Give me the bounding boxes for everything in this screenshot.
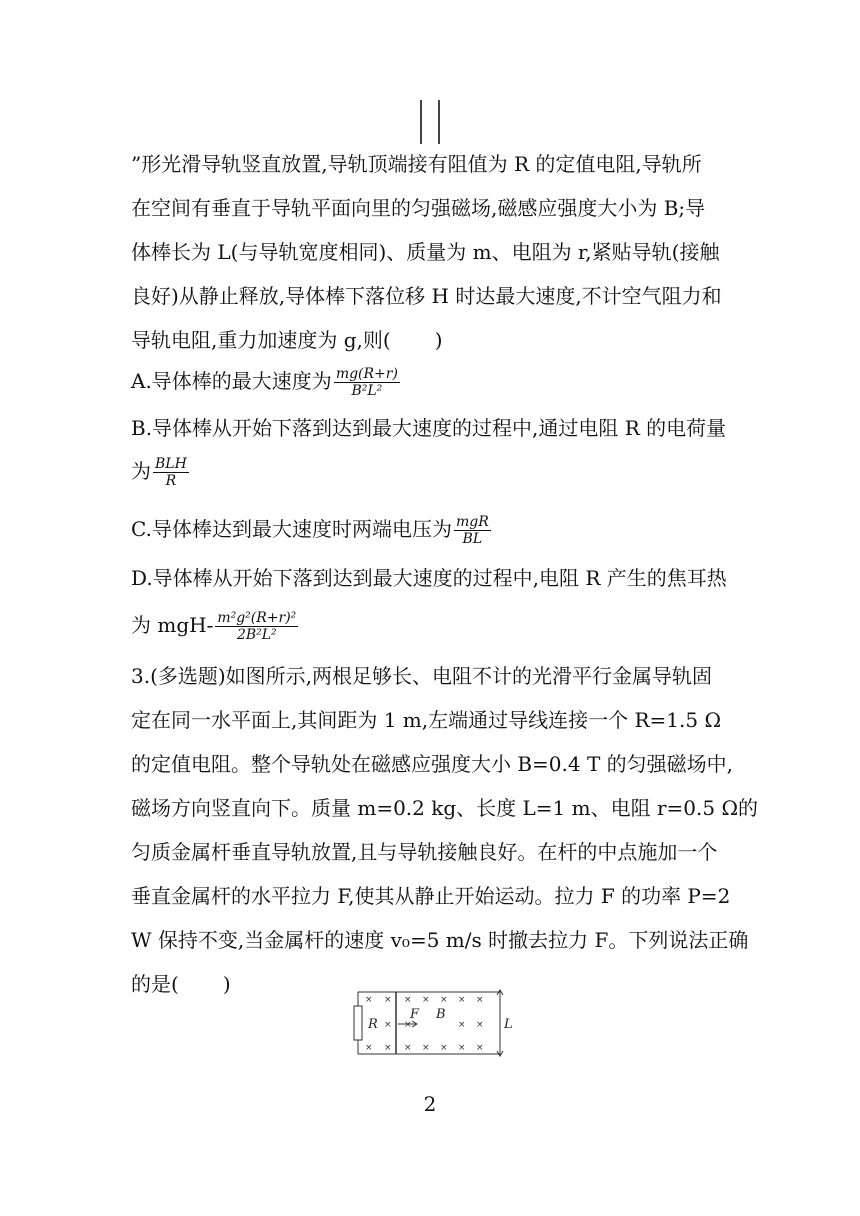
- q3-line-6: 垂直金属杆的水平拉力 F,使其从静止开始运动。拉力 F 的功率 P=2: [131, 884, 731, 908]
- q2-line-5-text: 导轨电阻,重力加速度为 g,则(: [131, 328, 391, 352]
- svg-text:×: ×: [476, 1043, 484, 1053]
- label-L: L: [504, 1017, 513, 1032]
- option-c-denominator: BL: [462, 531, 483, 547]
- option-d-line-2: [131, 610, 300, 643]
- option-d-numerator: m²g²(R+r)²: [217, 610, 297, 626]
- svg-text:×: ×: [422, 1043, 430, 1053]
- header-rule-marks: [418, 100, 442, 144]
- page-number: 2: [423, 1092, 437, 1116]
- option-a-text: A.导体棒的最大速度为: [131, 369, 332, 393]
- label-F: F: [410, 1007, 420, 1022]
- q2-line-2: 在空间有垂直于导轨平面向里的匀强磁场,磁感应强度大小为 B;导: [131, 196, 706, 220]
- svg-text:×: ×: [384, 1043, 392, 1053]
- resistor: [354, 1006, 362, 1040]
- svg-text:×: ×: [404, 1020, 412, 1030]
- svg-text:×: ×: [440, 1043, 448, 1053]
- q3-line-3: 的定值电阻。整个导轨处在磁感应强度大小 B=0.4 T 的匀强磁场中,: [131, 752, 734, 776]
- q3-close-paren: ): [222, 972, 231, 996]
- q2-line-1: ”形光滑导轨竖直放置,导轨顶端接有阻值为 R 的定值电阻,导轨所: [131, 152, 702, 176]
- option-a-numerator: mg(R+r): [335, 366, 398, 382]
- q3-line-2: 定在同一水平面上,其间距为 1 m,左端通过导线连接一个 R=1.5 Ω: [131, 708, 722, 732]
- svg-text:×: ×: [422, 995, 430, 1005]
- q3-line-8-text: 的是(: [131, 972, 179, 996]
- q3-line-1: 3.(多选题)如图所示,两根足够长、电阻不计的光滑平行金属导轨固: [131, 664, 713, 688]
- svg-text:×: ×: [384, 995, 392, 1005]
- q2-close-paren: ): [434, 328, 443, 352]
- option-d-text2: 为 mgH-: [131, 613, 214, 637]
- q2-line-5: [131, 326, 443, 354]
- option-c: [131, 514, 493, 547]
- svg-text:×: ×: [458, 1020, 466, 1030]
- option-b-line-2: [131, 456, 191, 489]
- option-a: [131, 366, 402, 399]
- q3-line-7: W 保持不变,当金属杆的速度 v₀=5 m/s 时撤去拉力 F。下列说法正确: [131, 928, 749, 952]
- svg-text:×: ×: [458, 995, 466, 1005]
- svg-text:×: ×: [365, 995, 373, 1005]
- q3-line-5: 匀质金属杆垂直导轨放置,且与导轨接触良好。在杆的中点施加一个: [131, 840, 718, 864]
- svg-text:×: ×: [476, 995, 484, 1005]
- option-a-fraction: [334, 366, 400, 399]
- option-b-fraction: [153, 456, 189, 489]
- option-b-numerator: BLH: [155, 456, 187, 472]
- svg-text:×: ×: [440, 995, 448, 1005]
- option-a-denominator: B²L²: [351, 383, 383, 399]
- svg-text:×: ×: [365, 1043, 373, 1053]
- svg-text:×: ×: [404, 1043, 412, 1053]
- svg-text:×: ×: [458, 1043, 466, 1053]
- svg-text:×: ×: [384, 1020, 392, 1030]
- option-c-text: C.导体棒达到最大速度时两端电压为: [131, 517, 452, 541]
- option-c-fraction: [454, 514, 491, 547]
- option-d-fraction: [215, 610, 298, 643]
- label-B: B: [436, 1007, 446, 1022]
- option-c-numerator: mgR: [455, 514, 489, 530]
- rail-circuit-figure: [350, 986, 520, 1062]
- label-R: R: [368, 1017, 378, 1032]
- svg-text:×: ×: [404, 995, 412, 1005]
- option-b-text2: 为: [131, 459, 151, 483]
- option-b-line-1: B.导体棒从开始下落到达到最大速度的过程中,通过电阻 R 的电荷量: [131, 416, 727, 440]
- svg-text:×: ×: [476, 1020, 484, 1030]
- option-d-line-1: D.导体棒从开始下落到达到最大速度的过程中,电阻 R 产生的焦耳热: [131, 566, 727, 590]
- q3-line-8: [131, 970, 231, 998]
- option-d-denominator: 2B²L²: [236, 627, 277, 643]
- q2-line-4: 良好)从静止释放,导体棒下落位移 H 时达最大速度,不计空气阻力和: [131, 284, 722, 308]
- option-b-denominator: R: [165, 473, 177, 489]
- q2-line-3: 体棒长为 L(与导轨宽度相同)、质量为 m、电阻为 r,紧贴导轨(接触: [131, 240, 720, 264]
- q3-line-4: 磁场方向竖直向下。质量 m=0.2 kg、长度 L=1 m、电阻 r=0.5 Ω的: [131, 796, 759, 820]
- magnetic-field-crosses: [365, 995, 484, 1053]
